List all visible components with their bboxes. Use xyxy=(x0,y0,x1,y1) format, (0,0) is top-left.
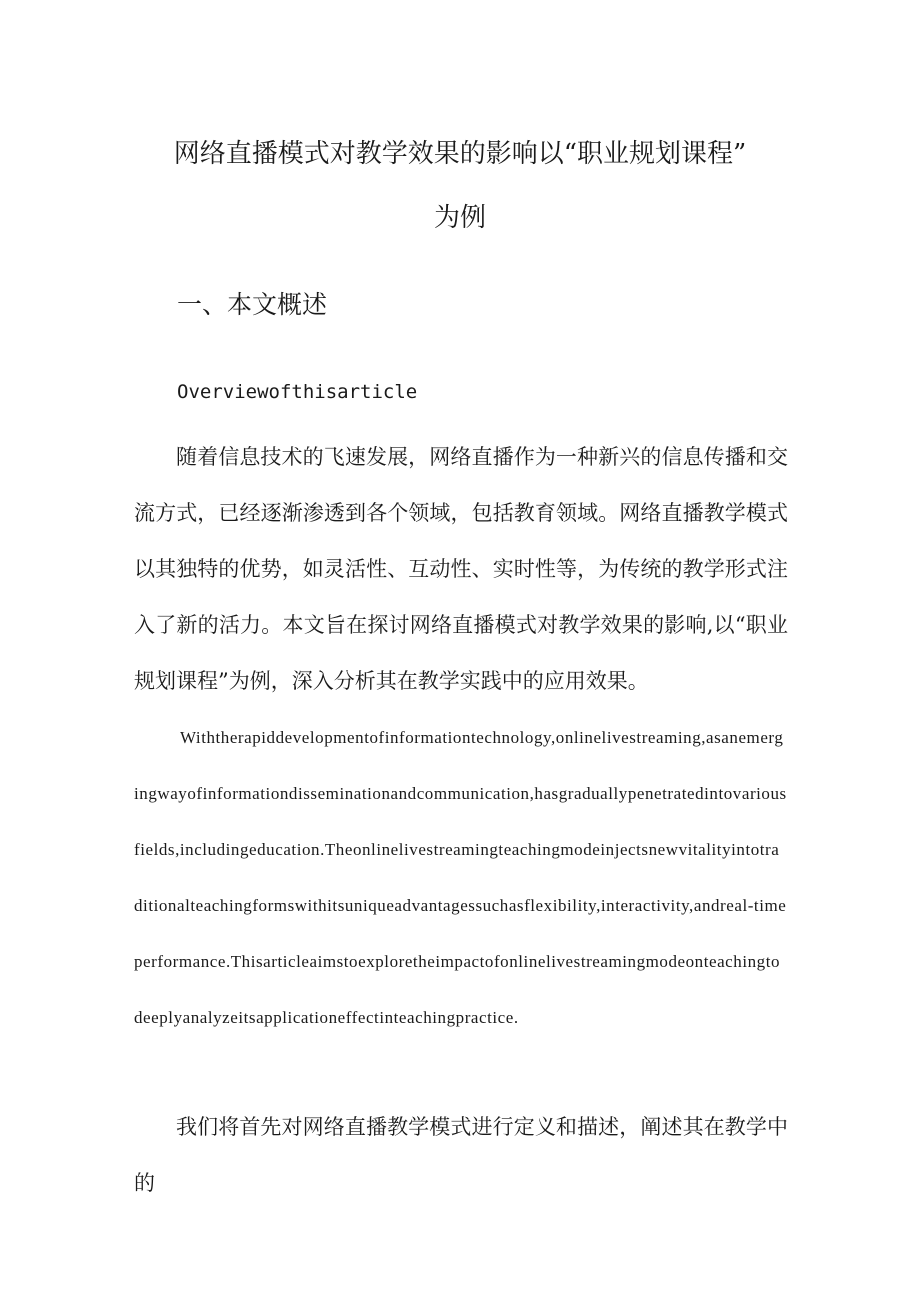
document-title-line-1: 网络直播模式对教学效果的影响以“职业规划课程” xyxy=(173,139,747,169)
section-subheading: Overviewofthisarticle xyxy=(177,381,418,403)
section-heading: 一、本文概述 xyxy=(177,290,328,319)
paragraph-chinese-intro: 随着信息技术的飞速发展，网络直播作为一种新兴的信息传播和交流方式，已经逐渐渗透到各个领域，包括教育领域。网络直播教学模式以其独特的优势，如灵活性、互动性、实时性等，为传统的教学形式注入了新的活力。本文旨在探讨网络直播模式对教学效果的影响,以“职业规划课程”为例，深入分析其在教学实践中的应用效果。 xyxy=(134,445,788,693)
paragraph-chinese-continued: 我们将首先对网络直播教学模式进行定义和描述，阐述其在教学中的 xyxy=(134,1115,788,1195)
document-title-line-2: 为例 xyxy=(433,203,486,233)
paragraph-english-intro: Withtherapiddevelopmentofinformationtechnology,onlinelivestreaming,asanemergingwayofinformationdisseminationandcommunication,hasgraduallypenetratedintovariousfields,includingeducation.Theonlinelivestreamingteachingmodeinjectsnewvitalityintotraditionalteachingformswithitsuniqueadvantagessuchasflexibility,interactivity,andreal-timeperformance.Thisarticleaimstoexploretheimpactofonlinelivestreamingmodeonteachingtodeeplyanalyzeitsapplicationeffectinteachingpractice. xyxy=(134,728,787,1027)
